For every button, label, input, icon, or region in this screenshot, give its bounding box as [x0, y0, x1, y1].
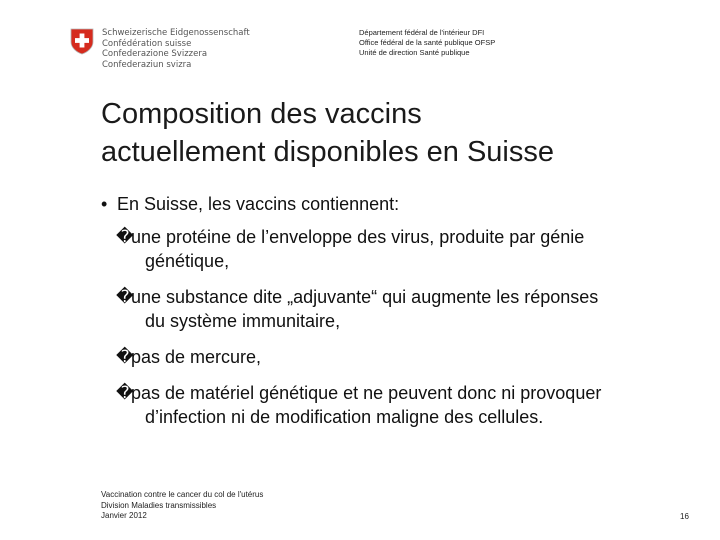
department-block [359, 28, 495, 58]
sub-bullet-line: pas de matériel génétique et ne peuvent donc ni provoquer [131, 383, 602, 403]
sub-bullet-item [101, 225, 701, 273]
main-bullet [101, 192, 701, 216]
missing-glyph-marker-icon: � [116, 227, 134, 247]
sub-bullet-line: du système immunitaire, [145, 311, 341, 331]
department-line: Office fédéral de la santé publique OFSP [359, 38, 496, 47]
confederation-name: Confederazione Svizzera [102, 49, 208, 59]
main-bullet-text: En Suisse, les vaccins contiennent: [117, 194, 400, 214]
department-line: Unité de direction Santé publique [359, 48, 470, 57]
sub-bullet-item [101, 381, 701, 429]
page-number: 16 [680, 512, 689, 521]
slide-title [101, 95, 681, 171]
slide-title-line: actuellement disponibles en Suisse [101, 136, 554, 168]
sub-bullet-line: d’infection ni de modification maligne des cellules. [145, 407, 544, 427]
missing-glyph-marker-icon: � [116, 383, 134, 403]
sub-bullet-line: une protéine de l’enveloppe des virus, produite par génie [131, 227, 585, 247]
footer-line: Janvier 2012 [101, 511, 147, 520]
sub-bullet-list [101, 225, 701, 429]
slide-footer [101, 490, 263, 522]
missing-glyph-marker-icon: � [116, 347, 134, 367]
bullet-content [101, 192, 701, 429]
sub-bullet-line: une substance dite „adjuvante“ qui augmente les réponses [131, 287, 599, 307]
sub-bullet-line: génétique, [145, 251, 230, 271]
confederation-names [102, 28, 250, 70]
confederation-name: Confédération suisse [102, 38, 192, 49]
slide-title-line: Composition des vaccins [101, 98, 422, 130]
confederation-name: Confederaziun svizra [102, 59, 192, 70]
missing-glyph-marker-icon: � [116, 287, 134, 307]
swiss-cross-shield-icon [70, 28, 94, 55]
sub-bullet-item [101, 285, 701, 333]
confederation-name: Schweizerische Eidgenossenschaft [102, 28, 250, 38]
footer-line: Division Maladies transmissibles [101, 500, 217, 510]
footer-line: Vaccination contre le cancer du col de l'utérus [101, 490, 264, 499]
bullet-marker: • [101, 194, 108, 214]
sub-bullet-item [101, 345, 701, 369]
department-line: Département fédéral de l'intérieur DFI [359, 28, 485, 37]
header-logo-block [70, 28, 330, 74]
sub-bullet-line: pas de mercure, [131, 347, 262, 367]
